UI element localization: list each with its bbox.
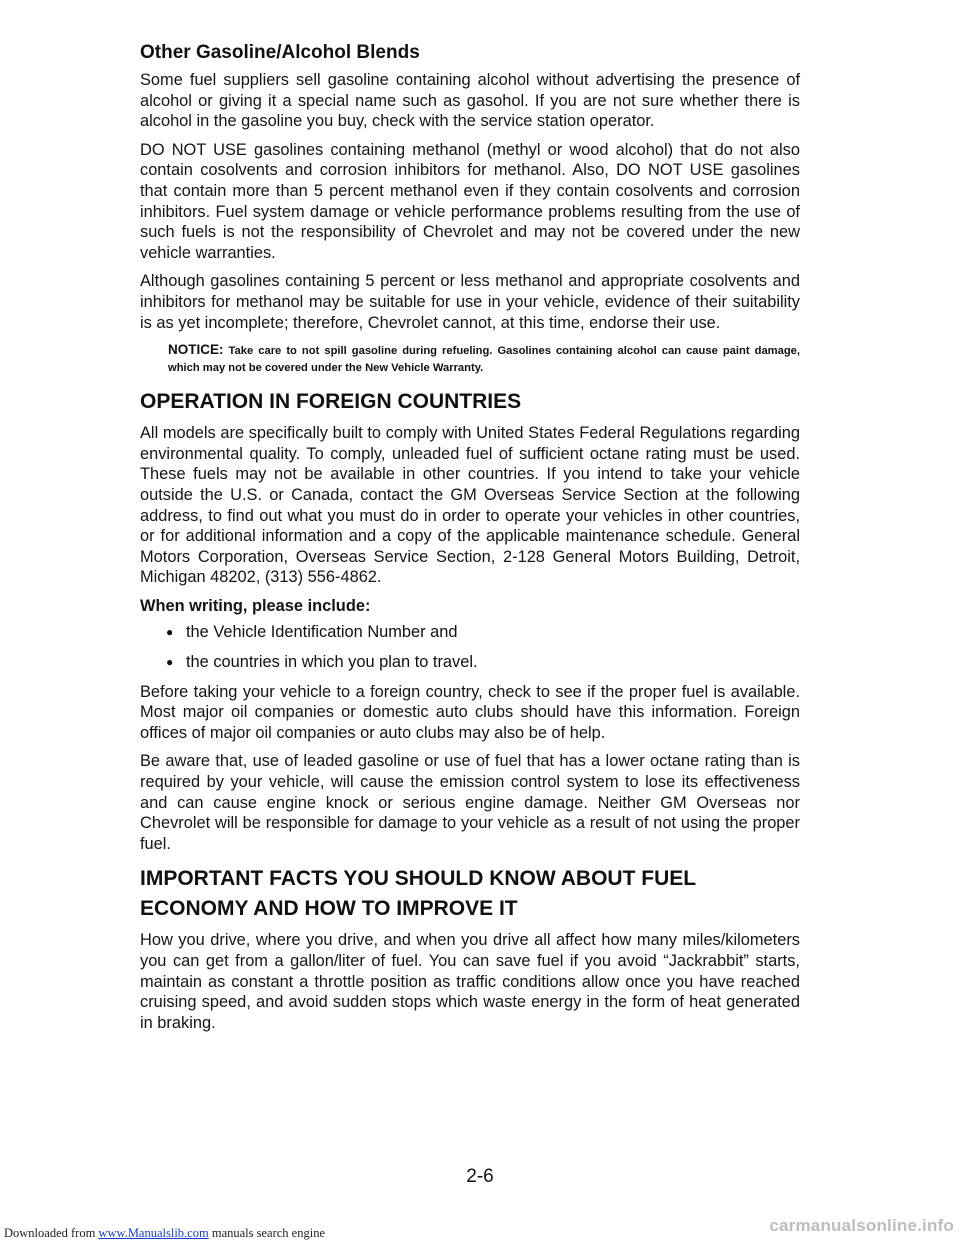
paragraph-foreign-regulations: All models are specifically built to comply with United States Federal Regulations regarding environmental quality. To comply, unleaded fuel of sufficient octane rating must be used. These fuels may not be available in other countries. If you intend to take your vehicle outside the U.S. or Canada, contact the GM Overseas Service Section at the following address, to find out what you must do in order to operate your vehicles in other countries, or for additional information and a copy of the applicable maintenance schedule. General Motors Corporation, Overseas Service Section, 2-128 General Motors Building, Detroit, Michigan 48202, (313) 556-4862.	[140, 424, 800, 587]
download-banner	[4, 1226, 325, 1241]
heading-fuel-economy: IMPORTANT FACTS YOU SHOULD KNOW ABOUT FUEL ECONOMY AND HOW TO IMPROVE IT	[140, 867, 696, 921]
heading-foreign-countries: OPERATION IN FOREIGN COUNTRIES	[140, 390, 522, 414]
watermark: carmanualsonline.info	[769, 1216, 954, 1235]
paragraph-methanol-warning: DO NOT USE gasolines containing methanol (methyl or wood alcohol) that do not also contain cosolvents and corrosion inhibitors for methanol. Also, DO NOT USE gasolines that contain more than 5 percent methanol even if they contain cosolvents and corrosion inhibitors. Fuel system damage or vehicle performance problems resulting from the use of such fuels is not the responsibility of Chevrolet and may not be covered under the new vehicle warranties.	[140, 140, 800, 262]
paragraph-check-fuel: Before taking your vehicle to a foreign country, check to see if the proper fuel is available. Most major oil companies or domestic auto clubs should have this information. Foreign offices of major oil companies or auto clubs may also be of help.	[140, 682, 800, 742]
notice-text: Take care to not spill gasoline during refueling. Gasolines containing alcohol can cause paint damage, which may not be covered under the New Vehicle Warranty.	[168, 345, 800, 375]
banner-suffix: manuals search engine	[208, 1226, 325, 1240]
notice-block	[168, 341, 800, 377]
paragraph-methanol-suitability: Although gasolines containing 5 percent or less methanol and appropriate cosolvents and inhibitors for methanol may be suitable for use in your vehicle, evidence of their suitability is as yet incomplete; therefore, Chevrolet cannot, at this time, endorse their use.	[140, 272, 800, 332]
paragraph-fuel-economy: How you drive, where you drive, and when you drive all affect how many miles/kilometers you can get from a gallon/liter of fuel. You can save fuel if you avoid “Jackrabbit” starts, maintain as constant a throttle position as traffic conditions allow once you have reached cruising speed, and avoid sudden stops which waste energy in the form of heat generated in braking.	[140, 931, 800, 1032]
list-item-text: the countries in which you plan to travel.	[186, 653, 478, 672]
include-list	[140, 622, 800, 672]
list-item-text: the Vehicle Identification Number and	[186, 623, 458, 642]
list-item	[166, 652, 800, 673]
heading-other-blends: Other Gasoline/Alcohol Blends	[140, 42, 420, 63]
manualslib-link[interactable]: www.Manualslib.com	[98, 1226, 209, 1240]
banner-prefix: Downloaded from	[4, 1226, 99, 1240]
list-item	[166, 622, 800, 643]
notice-label: NOTICE:	[168, 342, 224, 358]
paragraph-leaded-warning: Be aware that, use of leaded gasoline or use of fuel that has a lower octane rating than is required by your vehicle, will cause the emission control system to lose its effectiveness and can cause engine knock or serious engine damage. Neither GM Overseas nor Chevrolet will be responsible for damage to your vehicle as a result of not using the proper fuel.	[140, 752, 800, 853]
when-writing-lead: When writing, please include:	[140, 596, 371, 615]
page-number: 2-6	[466, 1166, 494, 1187]
bullet-icon: ●	[166, 625, 174, 640]
page-content	[140, 42, 800, 1041]
paragraph-alcohol-suppliers: Some fuel suppliers sell gasoline containing alcohol without advertising the presence of alcohol or giving it a special name such as gasohol. If you are not sure whether there is alcohol in the gasoline you buy, check with the service station operator.	[140, 71, 800, 131]
bullet-icon: ●	[166, 655, 174, 670]
